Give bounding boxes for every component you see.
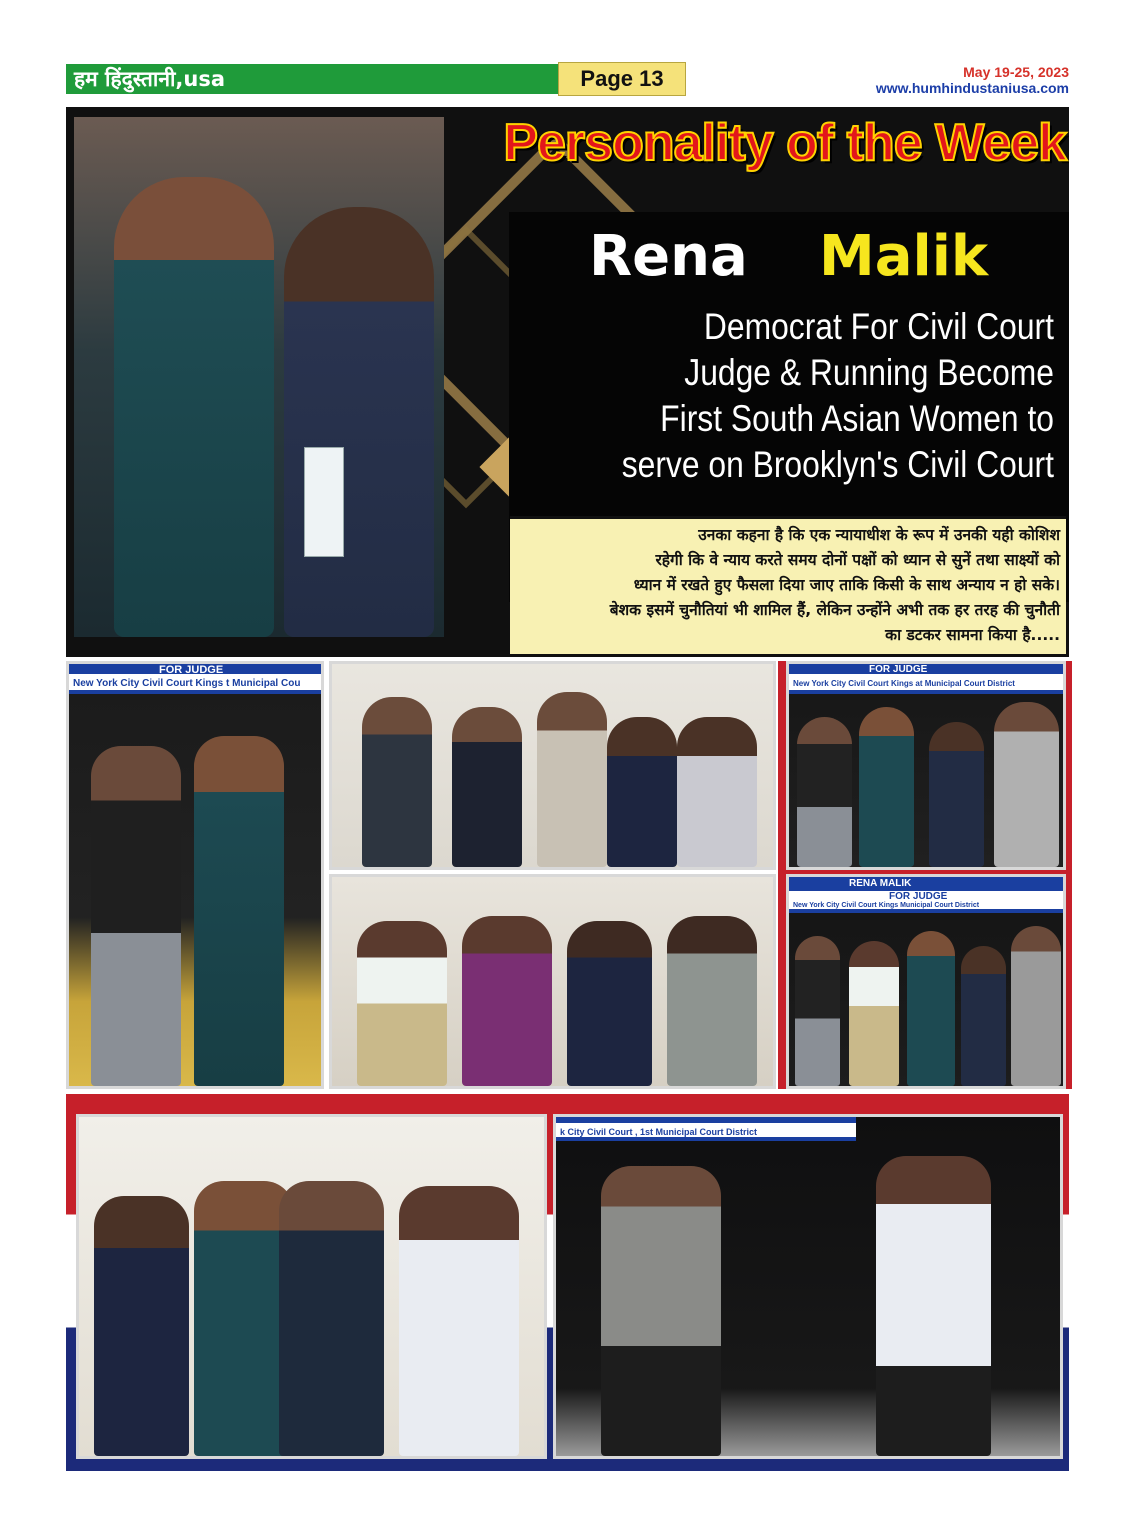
quote-line: बेशक इसमें चुनौतियां भी शामिल हैं, लेकिन उन्होंने अभी तक हर तरह की चुनौती xyxy=(609,601,1060,619)
person-figure xyxy=(399,1186,519,1456)
quote-line: का डटकर सामना किया है..... xyxy=(885,626,1060,644)
subhead-line: Democrat For Civil Court xyxy=(703,306,1054,347)
person-figure xyxy=(284,207,434,637)
website-link[interactable]: www.humhindustaniusa.com xyxy=(875,80,1069,96)
person-figure xyxy=(667,916,757,1086)
campaign-banner xyxy=(789,877,1063,913)
person-figure xyxy=(961,946,1006,1086)
page-number-tab xyxy=(558,62,686,96)
person-figure xyxy=(279,1181,384,1456)
issue-date: May 19-25, 2023 xyxy=(963,64,1069,80)
publication-title: हम हिंदुस्तानी,usa xyxy=(74,67,226,91)
feature-subhead xyxy=(603,304,1055,488)
event-photo xyxy=(329,874,776,1089)
event-photo xyxy=(786,874,1066,1089)
banner-heading: FOR JUDGE xyxy=(889,891,948,902)
masthead-bar xyxy=(66,64,566,94)
banner-subtext: New York City Civil Court Kings t Municipal Cou xyxy=(73,678,301,689)
person-figure xyxy=(929,722,984,867)
campaign-banner xyxy=(556,1117,856,1141)
banner-subtext: k City Civil Court , 1st Municipal Court District xyxy=(560,1127,758,1137)
quote-line: ध्यान में रखते हुए फैसला दिया जाए ताकि किसी के साथ अन्याय न हो सके। xyxy=(633,576,1060,594)
person-figure xyxy=(91,746,181,1086)
person-figure xyxy=(114,177,274,637)
event-photo xyxy=(329,661,776,870)
event-photo xyxy=(786,661,1066,870)
person-figure xyxy=(452,707,522,867)
quote-line: उनका कहना है कि एक न्यायाधीश के रूप में उनकी यही कोशिश xyxy=(698,526,1060,544)
person-figure xyxy=(994,702,1059,867)
hero-photo xyxy=(74,117,444,637)
section-title: Personality of the Week xyxy=(503,114,1066,172)
person-figure xyxy=(797,717,852,867)
event-photo xyxy=(66,661,324,1089)
person-first-name: Rena xyxy=(589,224,748,289)
event-photo xyxy=(76,1114,547,1459)
person-figure xyxy=(1011,926,1061,1086)
banner-heading: FOR JUDGE xyxy=(159,664,224,676)
person-figure xyxy=(537,692,607,867)
quote-line: रहेगी कि वे न्याय करते समय दोनों पक्षों को ध्यान से सुनें तथा साक्ष्यों को xyxy=(655,551,1060,569)
person-figure xyxy=(362,697,432,867)
banner-heading: RENA MALIK xyxy=(849,878,912,889)
feature-hero xyxy=(66,107,1069,657)
person-figure xyxy=(849,941,899,1086)
person-figure xyxy=(601,1166,721,1456)
person-figure xyxy=(859,707,914,867)
person-figure xyxy=(567,921,652,1086)
campaign-banner xyxy=(789,664,1063,694)
subhead-line: Judge & Running Become xyxy=(684,352,1054,393)
hindi-quote-box xyxy=(510,516,1066,654)
banner-heading: FOR JUDGE xyxy=(869,664,928,675)
subhead-line: serve on Brooklyn's Civil Court xyxy=(621,444,1054,485)
person-figure xyxy=(907,931,955,1086)
person-figure xyxy=(194,736,284,1086)
banner-subtext: New York City Civil Court Kings Municipal Court District xyxy=(793,902,980,909)
person-figure xyxy=(677,717,757,867)
subhead-line: First South Asian Women to xyxy=(660,398,1054,439)
person-figure xyxy=(357,921,447,1086)
banner-subtext: New York City Civil Court Kings at Municipal Court District xyxy=(793,679,1015,688)
person-last-name: Malik xyxy=(819,224,989,289)
person-figure xyxy=(462,916,552,1086)
brochure xyxy=(304,447,344,557)
person-figure xyxy=(94,1196,189,1456)
person-figure xyxy=(795,936,840,1086)
page-number: Page 13 xyxy=(580,66,664,91)
person-figure xyxy=(876,1156,991,1456)
event-photo xyxy=(553,1114,1063,1459)
person-figure xyxy=(607,717,677,867)
campaign-banner xyxy=(69,664,321,694)
